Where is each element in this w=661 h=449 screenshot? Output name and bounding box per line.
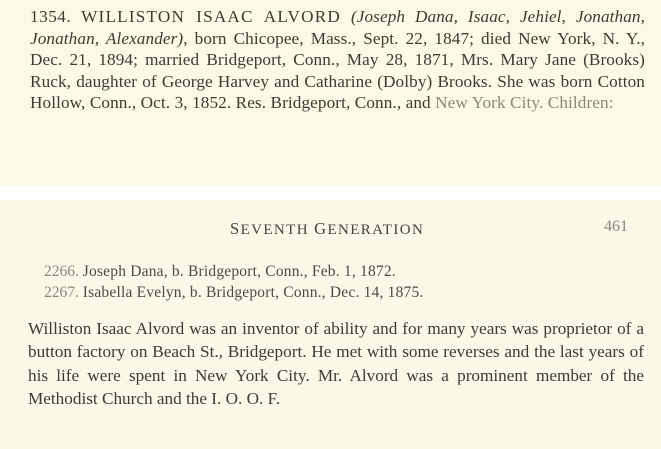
entry-paragraph [30, 6, 645, 114]
entry-lineage: (Joseph Dana, Isaac, Jehiel, Jonathan, Jonathan, Alexander) [30, 7, 646, 48]
list-item [44, 282, 424, 303]
child-text: Joseph Dana, b. Bridgeport, Conn., Feb. 1, 1872. [82, 263, 396, 280]
biography-paragraph: Williston Isaac Alvord was an inventor of ability and for many years was proprietor of a button factory on Beach St., Bridgeport. He met with some reverses and the last years of his life were spent in New York City. Mr. Alvord was a prominent member of the Methodist Church and the I. O. O. F. [28, 319, 644, 408]
continuation-block [0, 200, 661, 449]
entry-body-tail: New York City. [435, 93, 544, 113]
children-label: Children: [547, 93, 614, 113]
list-item [44, 261, 424, 282]
page-number: 461 [604, 218, 628, 235]
children-list [44, 261, 424, 303]
child-number: 2266. [44, 263, 79, 280]
entry-body: , born Chicopee, Mass., Sept. 22, 1847; died New York, N. Y., Dec. 21, 1894; married Bridgeport, Conn., May 28, 1871, Mrs. Mary Jane (Brooks) Ruck, daughter of George Harvey and Catharine (Dolby) Brooks. She was born Cotton Hollow, Conn., Oct. 3, 1852. Res. Bridgeport, Conn., and [30, 28, 645, 113]
child-number: 2267. [44, 284, 79, 301]
entry-block [0, 0, 661, 186]
entry-number: 1354. [30, 7, 72, 26]
page-header-title: SEVENTH GENERATION [230, 219, 425, 238]
child-text: Isabella Evelyn, b. Bridgeport, Conn., Dec. 14, 1875. [82, 284, 424, 301]
entry-name: WILLISTON ISAAC ALVORD [81, 7, 342, 26]
page-divider [0, 186, 661, 200]
